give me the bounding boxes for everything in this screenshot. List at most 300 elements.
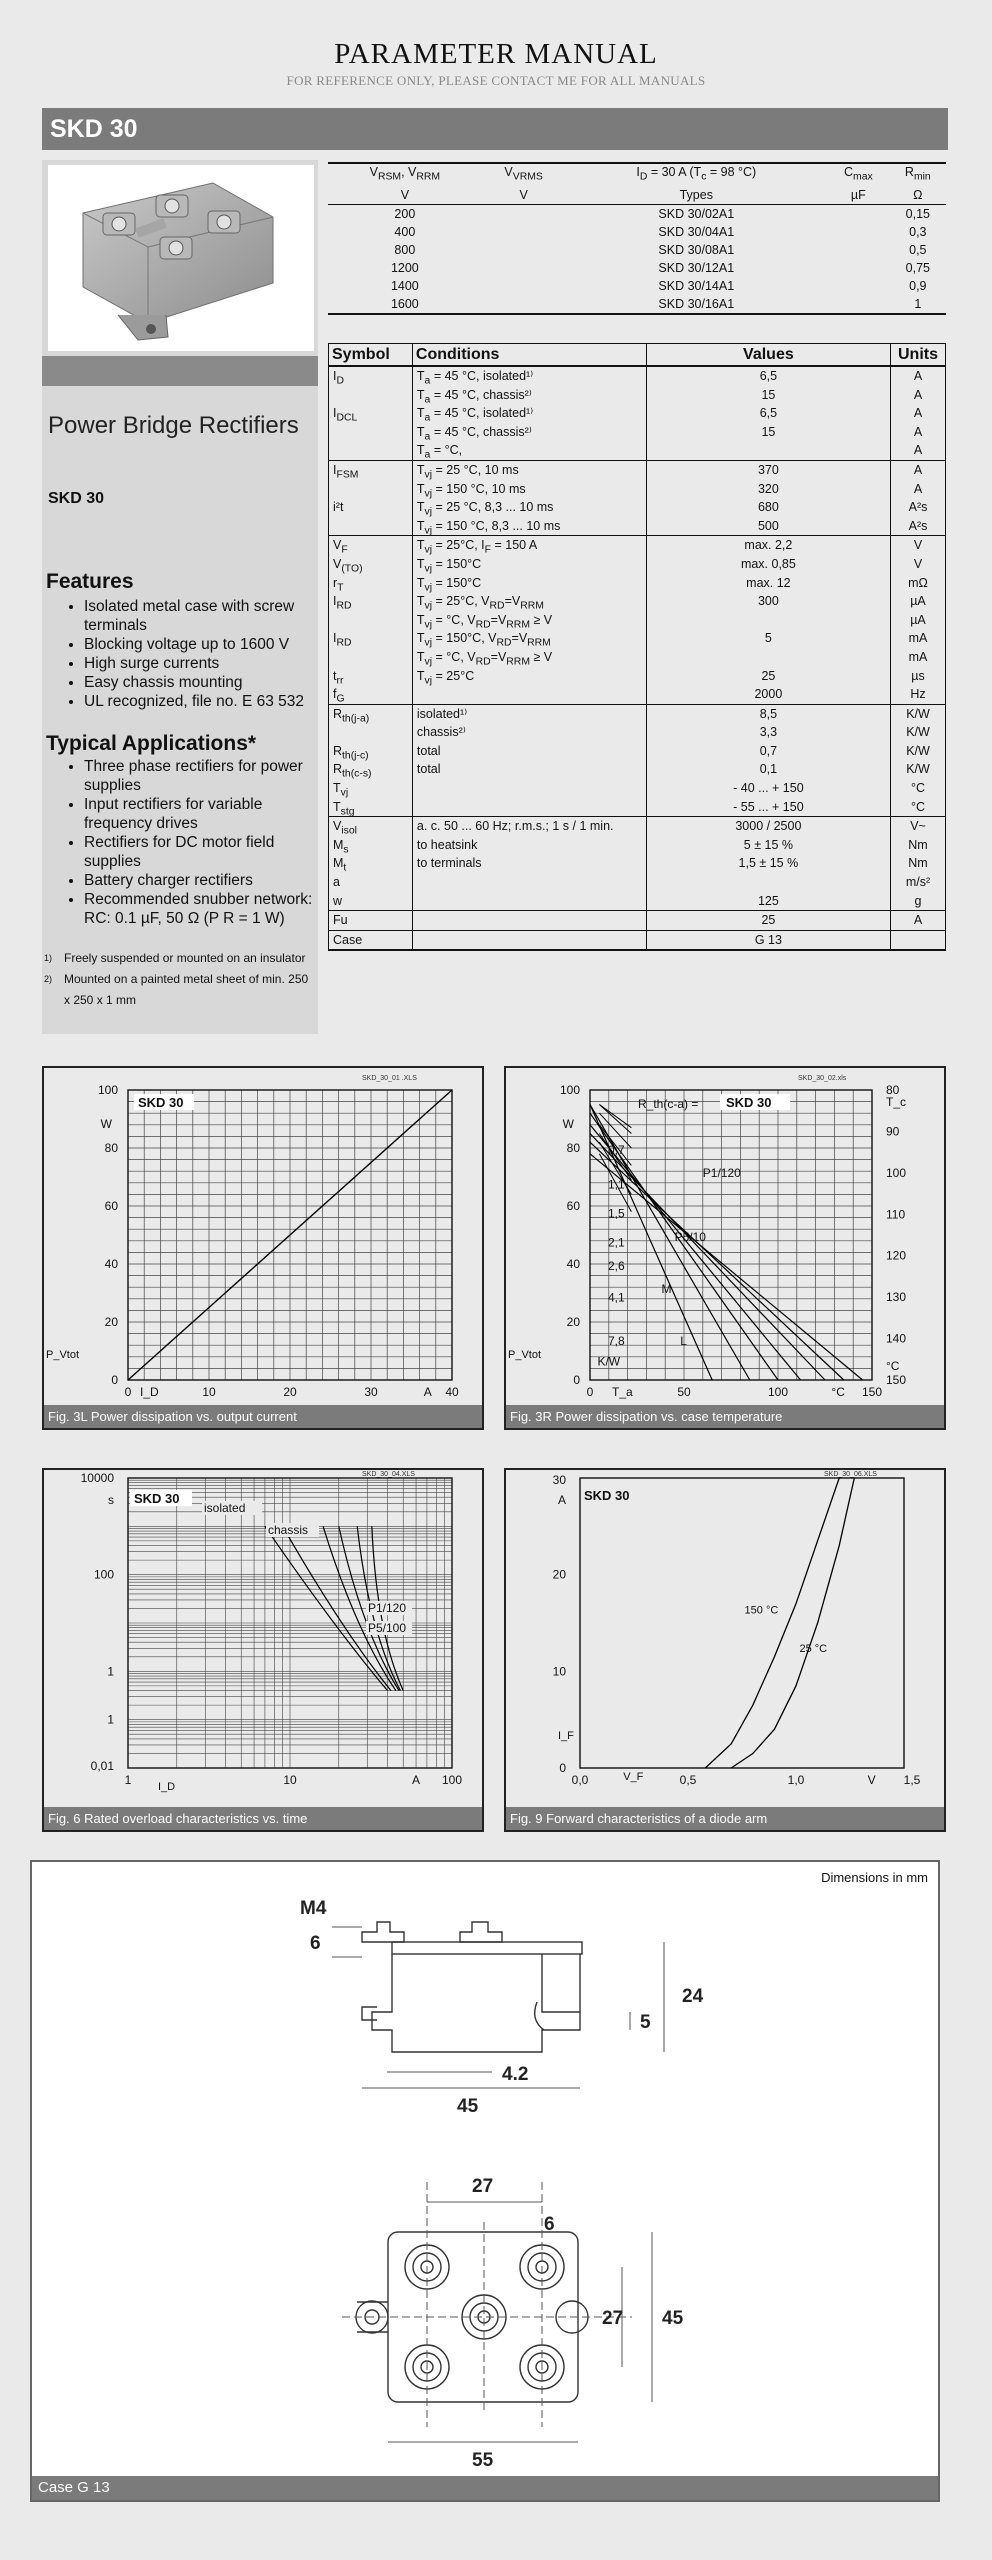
tick-label: s <box>108 1493 114 1507</box>
features-list <box>42 597 318 711</box>
chart-title: SKD 30 <box>134 1491 180 1506</box>
parameters-line: $t_{rr}$ <box>333 668 344 686</box>
types-table-cell <box>827 241 890 259</box>
parameters-line: $T_{vj} = 25$ °C, 10 ms <box>416 462 519 481</box>
tick-label: L <box>680 1334 687 1349</box>
parameters-line: A <box>913 387 923 402</box>
parameters-line: $T_a = ^\circ C$, <box>416 443 463 461</box>
chart-plot-area <box>506 1068 944 1404</box>
parameters-line: $M_t$ <box>333 856 347 874</box>
types-table-cell: 0,3 <box>909 224 927 239</box>
parameters-line <box>417 798 642 817</box>
types-table-cell: SKD 30/14A1 <box>658 278 735 293</box>
types-header-cell: $V_{RSM}$, $V_{RRM}$ <box>328 163 482 186</box>
chart-overload-characteristics <box>42 1468 484 1832</box>
axis-label: I_F <box>558 1730 574 1742</box>
tick-label: K/W <box>597 1354 621 1369</box>
series-line <box>705 1478 839 1768</box>
parameters-line: $R_{th(j-c)}$ <box>333 743 369 762</box>
parameters-line: 500 <box>757 518 779 533</box>
parameters-line: $T_{vj}$ <box>333 781 349 799</box>
tick-label: 2,6 <box>607 1258 625 1273</box>
parameters-line: 320 <box>757 481 779 496</box>
chart-plot-area <box>506 1470 944 1806</box>
application-item: • Recommended snubber network: RC: 0.1 µF, 50 Ω (P R = 1 W) <box>84 890 318 928</box>
tick-label: 100 <box>886 1165 907 1180</box>
parameters-line: G 13 <box>754 932 782 947</box>
parameters-header-cell: Conditions <box>412 344 646 367</box>
parameters-line: - 40 ... + 150 <box>733 781 804 796</box>
types-table-cell: SKD 30/04A1 <box>658 224 735 239</box>
parameters-cell <box>646 366 890 460</box>
parameters-line <box>417 931 642 950</box>
parameters-line: total <box>416 743 441 758</box>
parameters-line: $T_{stg}$ <box>333 799 355 818</box>
application-item: • Input rectifiers for variable frequency drives <box>84 795 318 833</box>
parameters-cell <box>412 817 646 911</box>
chart-plot-area <box>44 1068 482 1404</box>
types-table-cell: 1400 <box>390 278 419 293</box>
tick-label: 40 <box>566 1257 580 1271</box>
tick-label: 50 <box>677 1385 691 1399</box>
parameters-line <box>333 423 408 442</box>
parameters-line: chassis²⁾ <box>416 725 466 740</box>
parameters-line: 680 <box>757 500 779 515</box>
types-table-header-row <box>328 163 946 186</box>
parameters-line <box>333 386 408 405</box>
parameters-line <box>333 723 408 742</box>
footnotes <box>44 948 314 1011</box>
parameters-line: 3,3 <box>759 725 778 740</box>
parameters-line: Nm <box>908 837 928 852</box>
tick-label: 0 <box>559 1761 566 1775</box>
parameters-group-row <box>329 704 946 817</box>
tick-label: 0 <box>111 1373 118 1387</box>
parameters-group-row <box>329 817 946 911</box>
types-table-row <box>328 223 946 241</box>
types-table-cell: 200 <box>394 206 416 221</box>
tick-label: P5/100 <box>368 1621 407 1635</box>
parameters-line <box>333 648 408 667</box>
parameters-cell <box>891 930 946 950</box>
types-table-cell: 1200 <box>390 260 419 275</box>
parameters-line: $V_{isol}$ <box>333 819 357 837</box>
footnote-text: Freely suspended or mounted on an insulator <box>64 951 306 965</box>
parameters-line: $T_{vj} = ^\circ C$, $V_{RD}=V_{RRM} \ge V$ <box>416 612 553 631</box>
types-unit-cell: µF <box>827 186 890 205</box>
page-header-subtitle: FOR REFERENCE ONLY, PLEASE CONTACT ME FOR ALL MANUALS <box>286 73 706 88</box>
types-table-cell: 0,75 <box>905 260 930 275</box>
tick-label: A <box>412 1773 421 1787</box>
application-item: • Battery charger rectifiers <box>84 871 318 890</box>
chart-title: SKD 30 <box>138 1095 184 1110</box>
page-header-title: PARAMETER MANUAL <box>334 38 658 70</box>
parameters-line: 3000 / 2500 <box>735 819 802 834</box>
parameters-line: Nm <box>908 856 928 871</box>
tick-label: 140 <box>886 1331 907 1346</box>
parameters-line: g <box>914 893 922 908</box>
parameters-line <box>333 480 408 499</box>
parameters-line: V~ <box>910 819 926 834</box>
types-header-cell: $V_{VRMS}$ <box>482 163 566 186</box>
footnote <box>44 948 314 969</box>
tick-label: 60 <box>566 1199 580 1213</box>
parameters-line: A <box>913 424 923 439</box>
parameters-line: A²s <box>908 500 928 515</box>
tick-label: A <box>557 1493 566 1507</box>
tick-label: 0,5 <box>679 1773 697 1787</box>
types-table-cell: 0,9 <box>909 278 927 293</box>
tick-label: 25 °C <box>799 1643 828 1655</box>
series-line <box>731 1478 854 1768</box>
features-heading: Features <box>46 570 134 593</box>
tick-label: 20 <box>104 1315 118 1329</box>
parameters-cell <box>646 817 890 911</box>
dimension-value: 4.2 <box>502 2064 529 2085</box>
tick-label: 150 <box>886 1373 907 1387</box>
parameters-line: i²t <box>333 500 344 515</box>
parameters-header-cell: Values <box>646 344 890 367</box>
parameters-line: µA <box>910 612 926 627</box>
parameters-line: $T_a = 45$ °C, isolated¹⁾ <box>416 406 534 424</box>
parameters-line: a. c. 50 ... 60 Hz; r.m.s.; 1 s / 1 min. <box>416 819 614 834</box>
legend-label: R_th(c-a) = <box>638 1097 699 1111</box>
product-name: SKD 30 <box>48 490 105 507</box>
parameters-line: 0,1 <box>759 762 778 777</box>
parameters-line: °C <box>910 781 926 796</box>
dimensions-label: Dimensions in mm <box>821 1870 928 1885</box>
types-unit-cell: Ω <box>890 186 946 205</box>
parameters-line: mA <box>908 649 928 664</box>
parameters-line: $T_{vj} = 150$ °C, 10 ms <box>416 481 526 500</box>
parameters-group-row <box>329 536 946 704</box>
types-table-cell: SKD 30/12A1 <box>658 260 735 275</box>
application-item: • Rectifiers for DC motor field supplies <box>84 833 318 871</box>
parameters-cell <box>412 536 646 704</box>
tick-label: 150 °C <box>744 1604 779 1617</box>
left-panel-band <box>42 356 318 386</box>
parameters-line: $T_a = 45$ °C, chassis²⁾ <box>416 387 532 406</box>
parameters-line: m/s² <box>905 875 931 890</box>
types-table-cell <box>482 241 566 259</box>
parameters-line: 25 <box>761 913 776 928</box>
tick-label: 1 <box>107 1664 114 1679</box>
parameters-line: K/W <box>906 706 930 721</box>
parameters-line: A <box>913 481 923 496</box>
parameters-line: $T_{vj} = 25$ °C, 8,3 ... 10 ms <box>416 500 554 518</box>
tick-label: 1,5 <box>903 1773 921 1787</box>
types-table-cell: 0,5 <box>909 242 927 257</box>
series-line <box>590 1154 863 1380</box>
parameters-line: $T_{vj} = 150^\circ C$ <box>416 556 482 575</box>
tick-label: 20 <box>552 1567 566 1582</box>
tick-label: 120 <box>886 1248 907 1263</box>
tick-label: chassis <box>268 1523 309 1537</box>
parameters-cell <box>412 460 646 535</box>
parameters-cell <box>891 704 946 817</box>
parameters-line: 5 ± 15 % <box>743 837 794 852</box>
dimension-value: 6 <box>544 2214 555 2235</box>
axis-label: I_D <box>158 1781 176 1793</box>
parameters-line: 25 <box>761 668 776 683</box>
tick-label: P1/120 <box>702 1166 741 1180</box>
tick-label: 30 <box>364 1385 378 1399</box>
parameters-line: $T_a = 45$ °C, chassis²⁾ <box>416 424 532 443</box>
types-table-row <box>328 295 946 314</box>
chart-power-dissipation-vs-temperature <box>504 1066 946 1430</box>
parameters-line: A²s <box>908 518 928 533</box>
parameters-cell <box>646 911 890 931</box>
types-table-cell <box>482 277 566 295</box>
tick-label: P1/120 <box>368 1601 407 1615</box>
tick-label: 0 <box>573 1373 580 1387</box>
parameters-line: $T_{vj} = 150$ °C, 8,3 ... 10 ms <box>416 518 561 537</box>
chart-power-dissipation-vs-current <box>42 1066 484 1430</box>
parameters-line: $T_{vj} = 25^\circ C$, $V_{RD}=V_{RRM}$ <box>416 594 544 612</box>
parameters-line <box>333 611 408 630</box>
tick-label: 20 <box>566 1315 580 1329</box>
tick-label: 100 <box>767 1385 789 1399</box>
parameters-line <box>417 779 642 798</box>
parameters-line <box>895 931 941 950</box>
parameters-cell <box>412 930 646 950</box>
types-table-cell: 800 <box>394 242 416 257</box>
parameters-line: K/W <box>906 743 930 758</box>
parameters-line: A <box>913 369 923 383</box>
parameters-line <box>651 648 886 667</box>
types-table-cell: SKD 30/02A1 <box>658 206 735 221</box>
parameters-header-cell: Units <box>891 344 946 367</box>
parameters-line: A <box>913 443 923 458</box>
types-table-cell: SKD 30/08A1 <box>658 242 735 257</box>
parameters-line: $T_{vj} = ^\circ C$, $V_{RD}=V_{RRM} \ge V$ <box>416 649 553 668</box>
parameters-cell <box>329 366 413 460</box>
parameters-line: A <box>913 462 923 477</box>
parameters-line: $I_{FSM}$ <box>333 462 359 481</box>
parameters-line: Case <box>333 932 363 947</box>
types-table-cell <box>482 204 566 223</box>
axis-label: I_D <box>140 1385 159 1399</box>
chart-caption: Fig. 6 Rated overload characteristics vs. time <box>44 1807 482 1830</box>
tick-label: 110 <box>886 1207 906 1222</box>
tick-label: 0,01 <box>90 1759 114 1773</box>
types-table-units-row <box>328 186 946 205</box>
types-table-cell: 1 <box>890 295 946 314</box>
parameters-line <box>651 873 886 892</box>
feature-item: • High surge currents <box>84 654 318 673</box>
tick-label: 4,1 <box>607 1290 625 1305</box>
tick-label: W <box>100 1117 112 1131</box>
tick-label: 10000 <box>80 1471 114 1485</box>
parameters-line: µA <box>910 594 926 609</box>
parameters-cell <box>646 704 890 817</box>
parameters-cell <box>412 366 646 460</box>
parameters-line <box>651 611 886 630</box>
parameters-line: $T_a = 45$ °C, isolated¹⁾ <box>416 369 534 387</box>
tick-label: 1,5 <box>607 1206 625 1221</box>
parameters-line: 6,5 <box>759 369 778 383</box>
parameters-table <box>328 343 946 951</box>
parameters-line: $I_{DCL}$ <box>333 406 358 424</box>
parameters-cell <box>891 460 946 535</box>
parameters-line: mA <box>908 631 928 646</box>
types-unit-cell: V <box>328 186 482 205</box>
types-table-cell <box>827 295 890 314</box>
chart-plot-area <box>44 1470 482 1806</box>
parameters-line: $T_{vj} = 150^\circ C$, $V_{RD}=V_{RRM}$ <box>416 631 551 649</box>
case-outline-drawing <box>32 1862 938 2474</box>
tick-label: 2,1 <box>607 1235 625 1250</box>
parameters-line <box>417 685 642 704</box>
applications-list <box>42 757 318 928</box>
parameters-line: $I_D$ <box>333 369 344 387</box>
parameters-line: 2000 <box>754 687 783 702</box>
product-subtitle: Power Bridge Rectifiers <box>48 412 299 439</box>
types-table-cell <box>482 259 566 277</box>
parameters-cell <box>646 460 890 535</box>
parameters-line <box>333 517 408 536</box>
types-table-cell <box>827 204 890 223</box>
chart-title: SKD 30 <box>584 1488 630 1503</box>
parameters-header-cell: Symbol <box>329 344 413 367</box>
parameters-line: 125 <box>757 893 779 908</box>
parameters-line: 6,5 <box>759 406 778 421</box>
plot-frame <box>590 1090 872 1380</box>
parameters-line <box>333 441 408 460</box>
parameters-line: total <box>416 762 441 777</box>
parameters-line: Fu <box>333 913 348 928</box>
parameters-cell <box>329 911 413 931</box>
chart-title: SKD 30 <box>726 1095 772 1110</box>
parameters-line: K/W <box>906 725 930 740</box>
parameters-cell <box>891 366 946 460</box>
parameters-line: µs <box>911 668 925 683</box>
tick-label: 150 <box>861 1385 883 1399</box>
types-table <box>328 162 946 315</box>
dimension-value: 27 <box>602 2308 624 2329</box>
parameters-line: mΩ <box>908 575 928 590</box>
parameters-cell <box>891 536 946 704</box>
types-table-row <box>328 241 946 259</box>
parameters-line: max. 12 <box>746 575 791 590</box>
parameters-cell <box>329 930 413 950</box>
tick-label: A <box>423 1385 432 1399</box>
chart-caption: Fig. 3R Power dissipation vs. case temperature <box>506 1405 944 1428</box>
parameters-line <box>651 441 886 460</box>
parameters-line: V <box>913 538 923 553</box>
tick-label: 40 <box>104 1257 118 1271</box>
parameters-line: 0,7 <box>759 743 778 758</box>
parameters-cell <box>329 536 413 704</box>
types-table-cell: 400 <box>394 224 416 239</box>
types-table-cell <box>827 223 890 241</box>
parameters-line: 370 <box>757 462 779 477</box>
application-item: • Three phase rectifiers for power supplies <box>84 757 318 795</box>
parameters-group-row <box>329 911 946 931</box>
types-table-cell <box>482 223 566 241</box>
tick-label: M <box>661 1282 672 1296</box>
chart-file-tag: SKD_30_04.XLS <box>362 1471 415 1478</box>
parameters-line: K/W <box>906 762 930 777</box>
parameters-line: $T_{vj} = 150^\circ C$ <box>416 575 482 594</box>
parameters-line: A <box>913 406 923 421</box>
footnote-mark: 1) <box>44 953 53 963</box>
tick-label: 10 <box>202 1385 216 1399</box>
tick-label: 90 <box>886 1124 900 1139</box>
chart-file-tag: SKD_30_02.xls <box>798 1075 847 1082</box>
parameters-line: to heatsink <box>416 837 478 852</box>
tick-label: P5/10 <box>674 1229 706 1244</box>
tick-label: 1 <box>124 1773 132 1787</box>
axis-label: T_a <box>612 1385 633 1399</box>
tick-label: 20 <box>283 1385 297 1399</box>
footnote-text: Mounted on a painted metal sheet of min. 250 x 250 x 1 mm <box>64 972 309 1007</box>
parameters-line: $r_T$ <box>333 575 344 594</box>
parameters-line: °C <box>910 799 926 814</box>
parameters-line: w <box>333 893 343 908</box>
parameters-line: max. 0,85 <box>740 556 796 571</box>
feature-item: • Blocking voltage up to 1600 V <box>84 635 318 654</box>
types-header-cell: $C_{max}$ <box>827 163 890 186</box>
parameters-line: - 55 ... + 150 <box>733 799 804 814</box>
parameters-cell <box>412 704 646 817</box>
footnote <box>44 969 314 1011</box>
tick-label: 100 <box>93 1567 114 1582</box>
types-header-cell: $R_{min}$ <box>890 163 946 186</box>
chart-caption: Fig. 9 Forward characteristics of a diode arm <box>506 1807 944 1830</box>
tick-label: 80 <box>886 1083 900 1097</box>
dimension-value: 6 <box>310 1933 321 1954</box>
tick-label: 100 <box>441 1773 463 1787</box>
dimension-drawing <box>30 1860 940 2502</box>
tick-label: 1,0 <box>787 1773 805 1787</box>
tick-label: 1 <box>107 1712 114 1727</box>
parameters-cell <box>891 817 946 911</box>
parameters-line: $M_s$ <box>333 837 349 856</box>
parameters-group-row <box>329 366 946 460</box>
tick-label: 1,1 <box>607 1177 625 1192</box>
tick-label: 0,7 <box>607 1142 625 1157</box>
parameters-cell <box>329 460 413 535</box>
chart-forward-characteristics <box>504 1468 946 1832</box>
feature-item: • Isolated metal case with screw terminals <box>84 597 318 635</box>
parameters-line <box>417 892 642 911</box>
tick-label: 0 <box>586 1385 594 1399</box>
parameters-line: isolated¹⁾ <box>416 706 468 721</box>
types-table-row <box>328 204 946 223</box>
tick-label: 0 <box>124 1385 132 1399</box>
parameters-line: $f_G$ <box>333 687 345 705</box>
parameters-line: $I_{RD}$ <box>333 594 352 612</box>
parameters-header-row <box>329 344 946 367</box>
feature-item: • UL recognized, file no. E 63 532 <box>84 692 318 711</box>
parameters-cell <box>646 930 890 950</box>
dimension-value: M4 <box>300 1898 327 1919</box>
axis-label: P_Vtot <box>46 1349 80 1361</box>
types-table-cell <box>482 295 566 314</box>
parameters-line: V <box>913 556 923 571</box>
chart-file-tag: SKD_30_06.XLS <box>824 1471 877 1478</box>
chart-file-tag: SKD_30_01 .XLS <box>362 1075 417 1082</box>
parameters-line <box>417 911 642 930</box>
parameters-line: to terminals <box>416 856 482 871</box>
tick-label: 7,8 <box>607 1334 625 1349</box>
parameters-line: $R_{th(c-s)}$ <box>333 762 372 780</box>
footnote-mark: 2) <box>44 974 53 984</box>
types-table-cell <box>827 277 890 295</box>
types-table-cell: SKD 30/16A1 <box>566 295 828 314</box>
product-title-bar: SKD 30 <box>42 108 948 150</box>
